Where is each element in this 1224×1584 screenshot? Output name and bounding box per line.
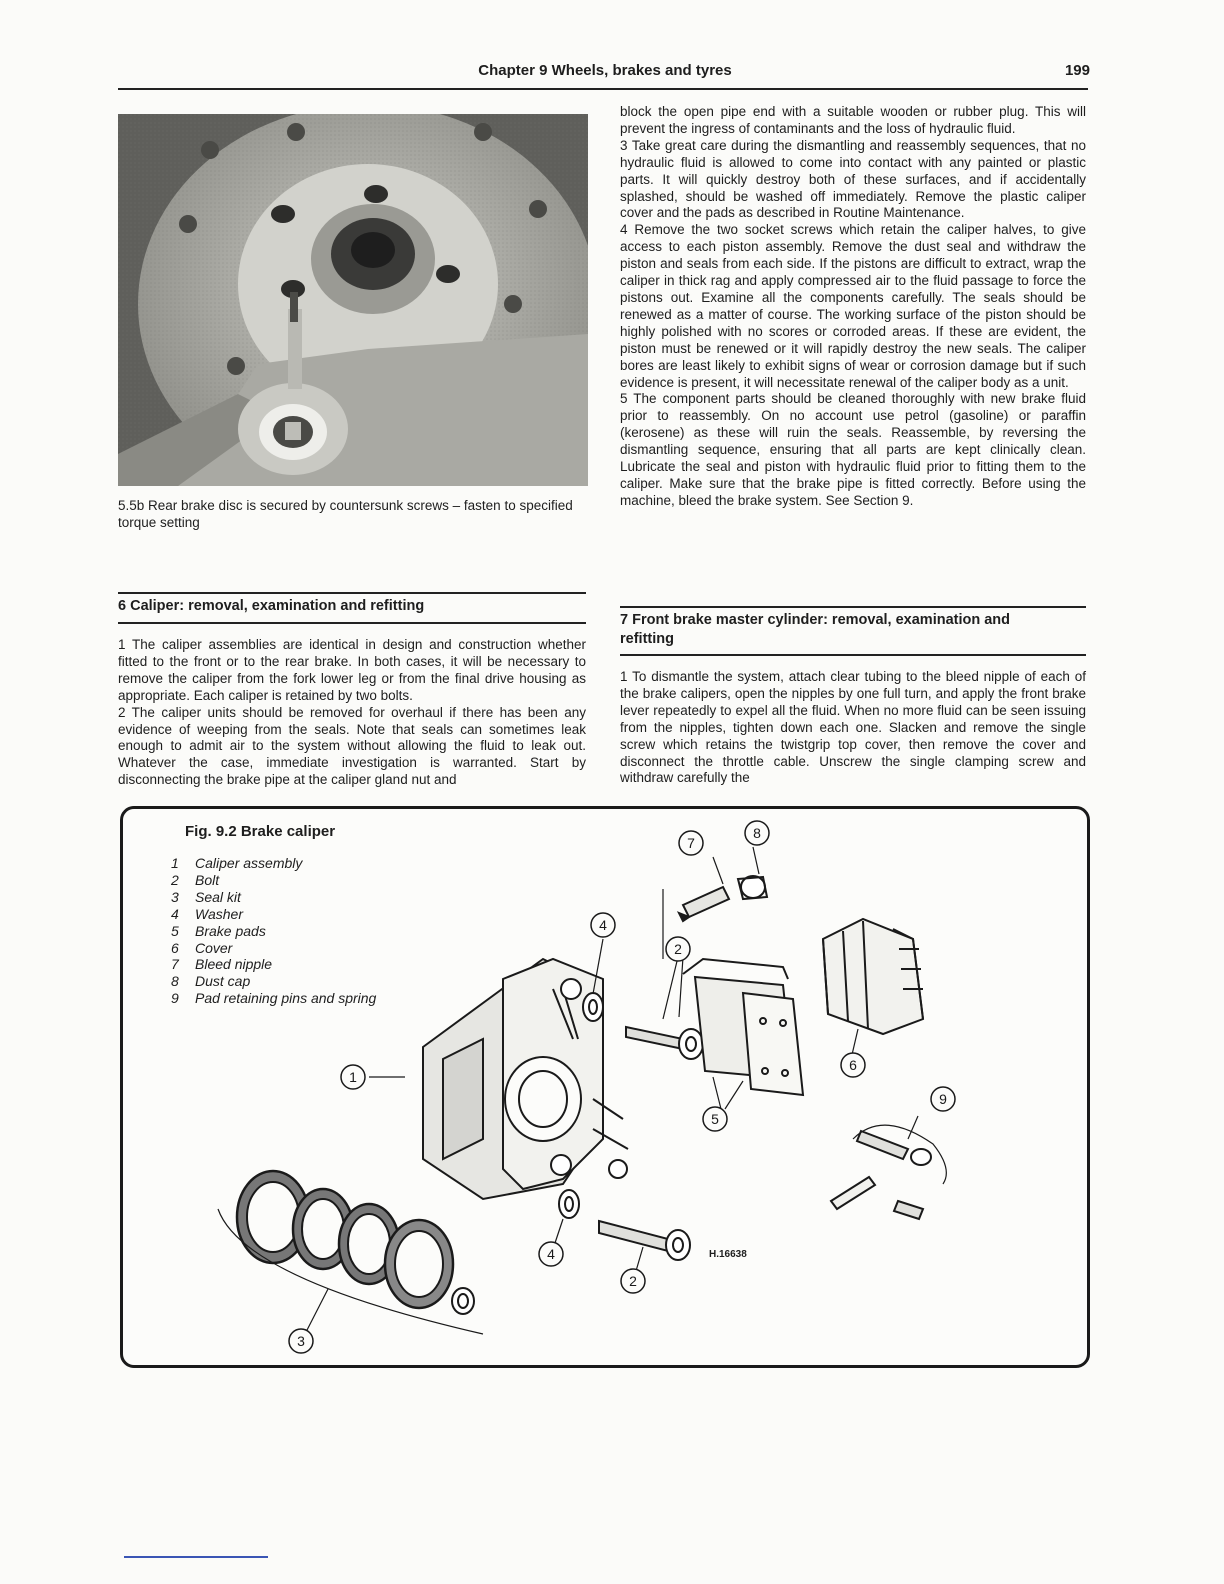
section-7-heading-line1: 7 Front brake master cylinder: removal, examination and [620, 612, 1011, 628]
callout-label: 8 [753, 825, 761, 841]
figure-code: H.16638 [709, 1249, 747, 1260]
section-rule-bottom [118, 622, 586, 624]
callout-label: 9 [939, 1091, 947, 1107]
paragraph: 2 The caliper units should be removed for overhaul if there has been any evidence of weeping from the seals. Note that seals can sometimes leak enough to admit air to the system without allowing the fluid to leak out. Whatever the case, immediate investigation is warranted. Start by disconnecting the brake pipe at the caliper gland nut and [118, 704, 586, 788]
paragraph: 5 The component parts should be cleaned thoroughly with new brake fluid prior to reassembly. On no account use petrol (gasoline) or paraffin (kerosene) as these will ruin the seals. Reassemble, by reversing the dismantling sequence, ensuring that all parts are kept clinically clean. Lubricate the seal and piston with hydraulic fluid prior to fitting them to the caliper. Make sure that the brake pipe is fitted correctly. Before using the machine, bleed the brake system. See Section 9. [620, 391, 1086, 508]
legend-item: 1 Caliper assembly [171, 855, 303, 871]
paragraph: 1 The caliper assemblies are identical in design and construction whether fitted to the front or to the rear brake. In both cases, it will be necessary to remove the caliper from the fork lower leg or from the final drive housing as appropriate. Each caliper is retained by two bolts. [118, 637, 586, 703]
photo-caption: 5.5b Rear brake disc is secured by countersunk screws – fasten to specified torque setting [118, 498, 573, 530]
callout-label: 3 [297, 1333, 305, 1349]
callout-label: 1 [349, 1069, 357, 1085]
callout-label: 6 [849, 1057, 857, 1073]
legend-item: 2 Bolt [171, 871, 220, 888]
section-rule-top [620, 606, 1086, 608]
paragraph: block the open pipe end with a suitable wooden or rubber plug. This will prevent the ingress of contaminants and the loss of hydraulic fluid. [620, 104, 1086, 136]
figure-title: Fig. 9.2 Brake caliper [185, 823, 336, 840]
section-rule-top [118, 592, 586, 594]
callout-label: 4 [547, 1246, 555, 1262]
paragraph: 4 Remove the two socket screws which retain the caliper halves, to give access to each piston assembly. Remove the dust seal and withdraw the piston and seals from each side. If the pistons are difficult to extract, wrap the caliper in thick rag and apply compressed air to the fluid passage to force the pistons out. Examine all the components carefully. The seals should be renewed as a matter of course. The working surface of the piston should be highly polished with no scores or corroded areas. If these are evident, the piston must be renewed or it will rapidly destroy the new seals. The caliper bores are least likely to exhibit signs of wear or corrosion damage but if such evidence is present, it will necessitate renewal of the caliper body as a unit. [620, 222, 1086, 390]
legend-item: 7 Bleed nipple [171, 956, 273, 973]
section-7-body [620, 669, 1086, 787]
rear-brake-disc-photo [118, 114, 588, 486]
section-6-heading: 6 Caliper: removal, examination and refitting [118, 598, 425, 614]
legend-item: 6 Cover [171, 939, 233, 956]
legend-item: 8 Dust cap [171, 973, 251, 990]
section-7-heading-line2: refitting [620, 631, 674, 647]
page-number: 199 [1064, 62, 1090, 79]
running-header-title: Chapter 9 Wheels, brakes and tyres [478, 62, 732, 79]
callout-label: 2 [629, 1273, 637, 1289]
header-rule [118, 88, 1088, 90]
legend-item: 4 Washer [171, 905, 243, 922]
paragraph: 1 To dismantle the system, attach clear tubing to the bleed nipple of each of the brake calipers, open the nipples by one full turn, and apply the front brake lever repeatedly to expel all the fluid. When no more fluid can be seen issuing from the nipples, tighten down each one. Slacken and remove the single screw which retains the twistgrip top cover, then remove the cover and disconnect the throttle cable. Unscrew the single clamping screw and withdraw carefully the [620, 669, 1086, 786]
brake-caliper-exploded-diagram [123, 809, 1087, 1365]
legend-item: 3 Seal kit [171, 888, 241, 905]
figure-9-2 [120, 806, 1090, 1368]
legend-item: 5 Brake pads [171, 922, 266, 939]
paragraph: 3 Take great care during the dismantling and reassembly sequences, that no hydraulic fluid is allowed to come into contact with any painted or plastic parts. It will quickly destroy both of these surfaces, and if accidentally splashed, should be washed off immediately. Remove the plastic caliper cover and the pads as described in Routine Maintenance. [620, 137, 1086, 221]
legend-item: 9 Pad retaining pins and spring [171, 990, 377, 1007]
callout-label: 7 [687, 835, 695, 851]
callout-label: 5 [711, 1111, 719, 1127]
section-7-heading [620, 611, 1086, 649]
callout-label: 4 [599, 917, 607, 933]
section-6-continuation [620, 104, 1086, 510]
section-rule-bottom [620, 654, 1086, 656]
callout-label: 2 [674, 941, 682, 957]
section-6-body [118, 637, 586, 789]
footnote-rule [124, 1556, 268, 1558]
